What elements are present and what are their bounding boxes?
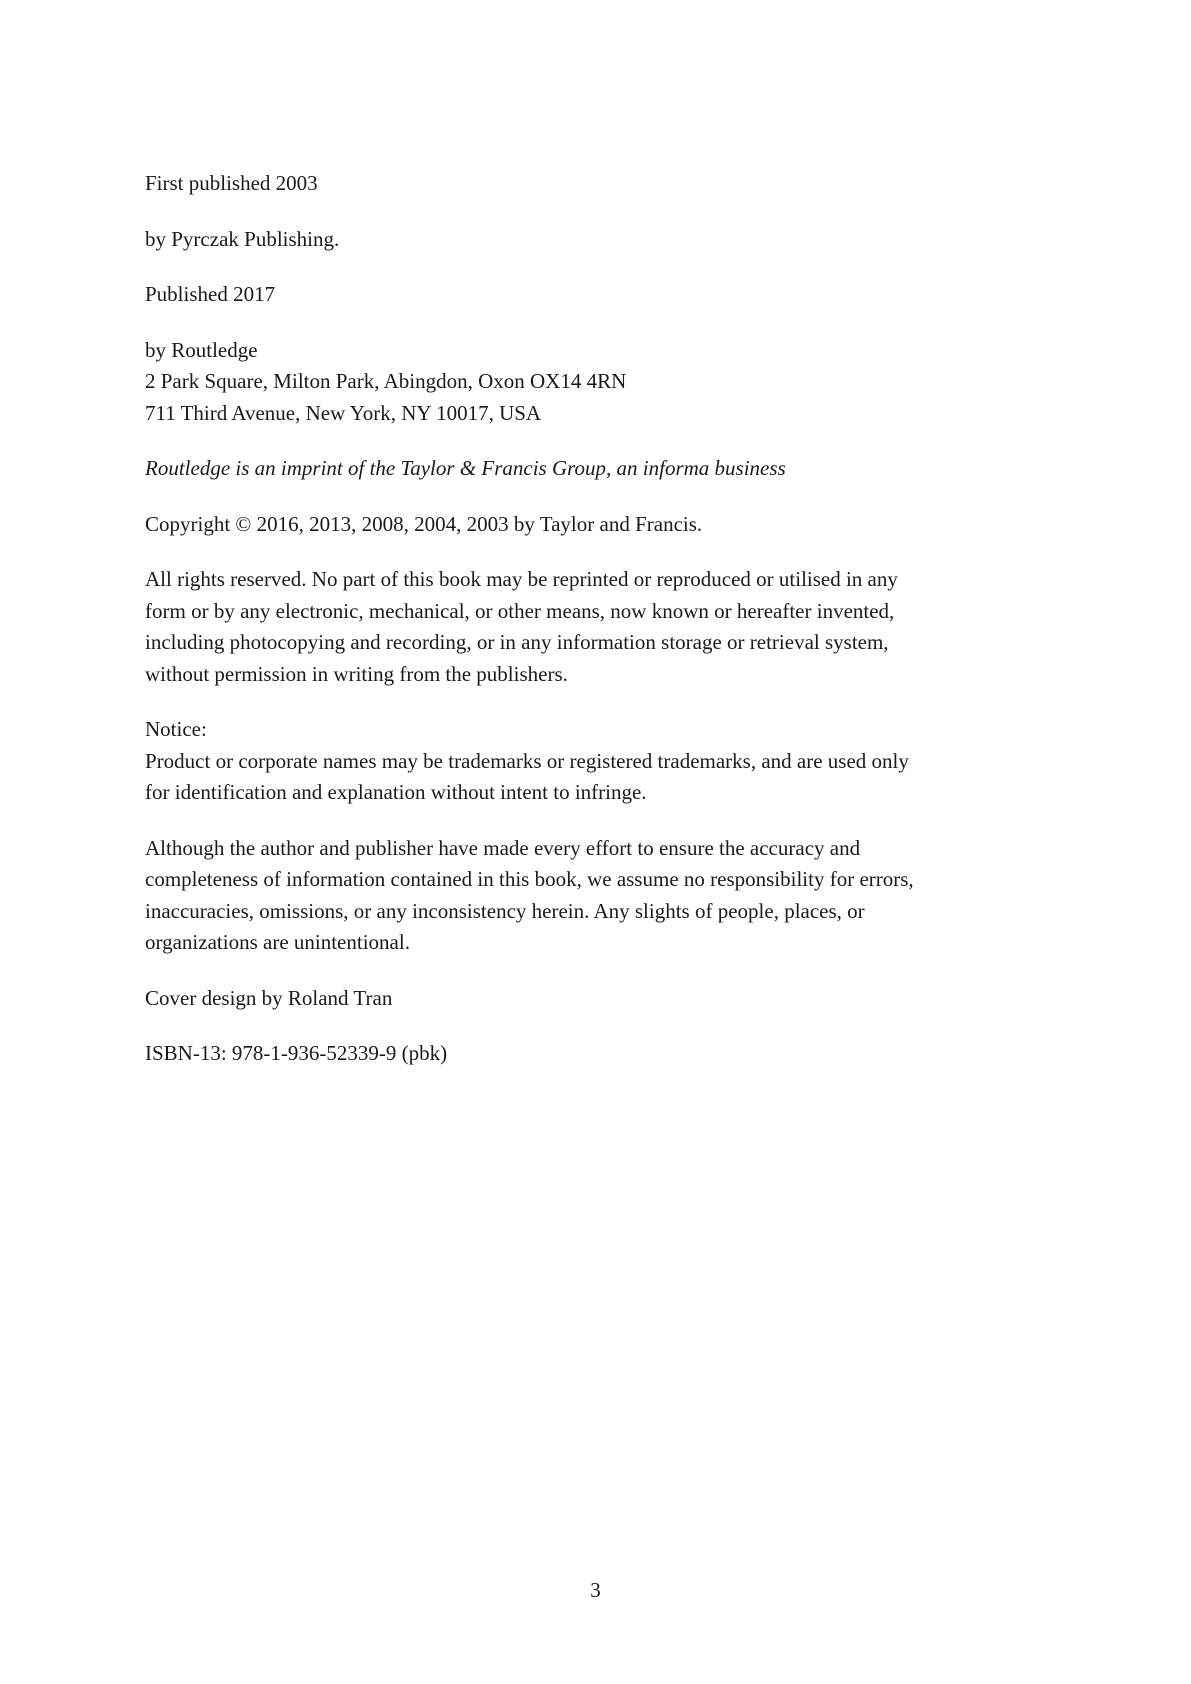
disclaimer-line: inaccuracies, omissions, or any inconsistency herein. Any slights of people, places, or <box>145 898 865 923</box>
rights-line: including photocopying and recording, or in any information storage or retrieval system, <box>145 630 889 654</box>
rights-line: All rights reserved. No part of this book may be reprinted or reproduced or utilised in any <box>145 567 898 591</box>
first-publisher: by Pyrczak Publishing. <box>145 226 340 251</box>
notice-heading: Notice: <box>145 717 207 741</box>
imprint-note: Routledge is an imprint of the Taylor & Francis Group, an informa business <box>145 456 786 480</box>
rights-line: form or by any electronic, mechanical, or other means, now known or hereafter invented, <box>145 598 895 623</box>
notice-line: for identification and explanation without intent to infringe. <box>145 780 647 804</box>
published-year: Published 2017 <box>145 282 276 306</box>
publisher-name: by Routledge <box>145 337 258 362</box>
rights-line: without permission in writing from the publishers. <box>145 661 568 686</box>
imprint-block <box>145 168 1045 1094</box>
publisher-address <box>145 335 1045 430</box>
rights-statement <box>145 564 1045 690</box>
notice-line: Product or corporate names may be trademarks or registered trademarks, and are used only <box>145 748 909 773</box>
publisher-address-uk: 2 Park Square, Milton Park, Abingdon, Oxon OX14 4RN <box>145 369 627 393</box>
disclaimer-line: Although the author and publisher have made every effort to ensure the accuracy and <box>145 835 861 860</box>
first-published: First published 2003 <box>145 171 318 195</box>
disclaimer-line: organizations are unintentional. <box>145 930 410 954</box>
isbn: ISBN-13: 978-1-936-52339-9 (pbk) <box>145 1041 448 1065</box>
copyright-line: Copyright © 2016, 2013, 2008, 2004, 2003 by Taylor and Francis. <box>145 511 703 536</box>
trademark-notice <box>145 714 1045 809</box>
page-number: 3 <box>590 1578 601 1602</box>
disclaimer <box>145 833 1045 959</box>
disclaimer-line: completeness of information contained in this book, we assume no responsibility for errors, <box>145 867 914 891</box>
publisher-address-us: 711 Third Avenue, New York, NY 10017, USA <box>145 400 542 425</box>
cover-design-credit: Cover design by Roland Tran <box>145 985 393 1010</box>
